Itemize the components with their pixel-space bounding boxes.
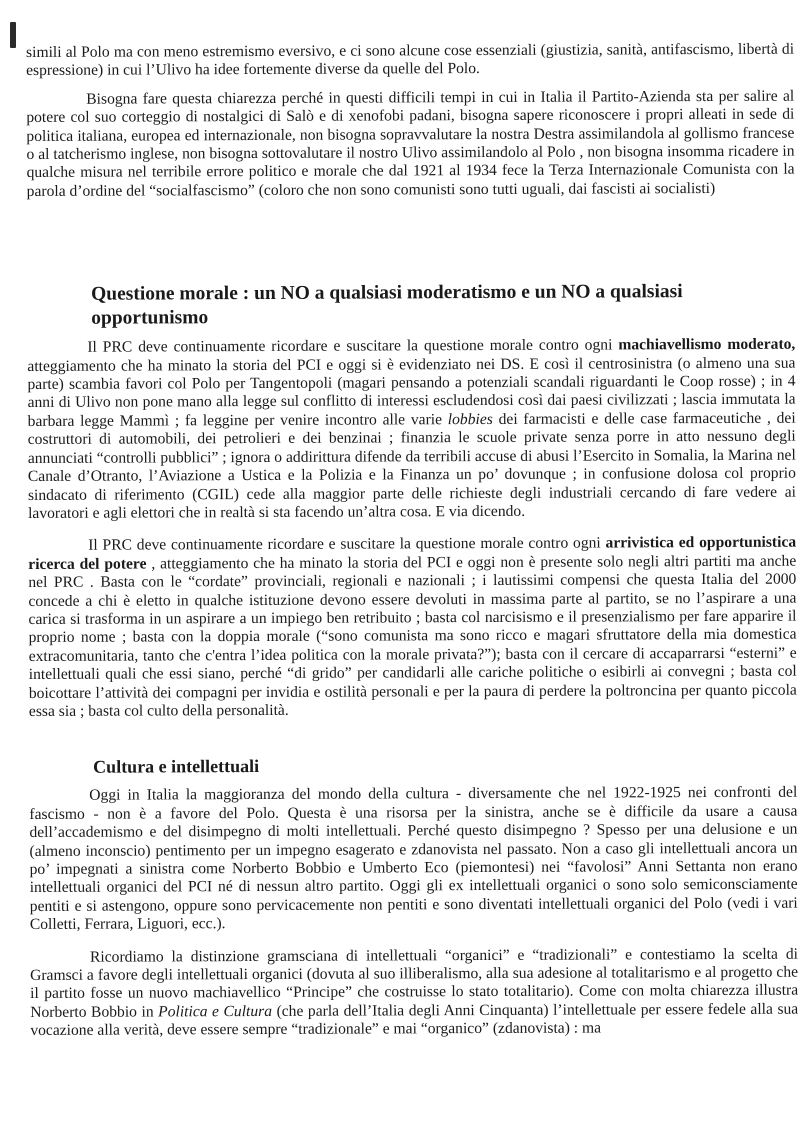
culture-p2-text-a: Ricordiamo la distinzione gramsciana di intellettuali “organici” e “tradizionali” e contestiamo la scelta di Gramsci a favore degli intellettuali organici (dovuta al suo illiberalismo, alla sua adesione al totalitarismo e al progetto che il partito fosse un nuovo machiavellico “Principe” che costruisse lo stato totalitario). Come con molta chiarezza illustra Norberto Bobbio in [30, 945, 799, 1021]
culture-p2-text-b: (che parla dell’Italia degli Anni Cinquanta) l’intellettuale per essere fedele alla sua vocazione alla verità, deve essere sempre “tradizionale” e mai “organico” (zdanovista) : ma [30, 1000, 799, 1040]
section-heading-cultura: Cultura e intellettuali [93, 756, 260, 778]
section-heading-questione-morale: Questione morale : un NO a qualsiasi moderatismo e un NO a qualsiasi opportunismo [91, 281, 683, 329]
culture-paragraph-2 [30, 945, 798, 1040]
page-text-block [26, 41, 798, 1041]
moral-paragraph-2 [28, 534, 797, 721]
moral-p1-text-a: Il PRC deve continuamente ricordare e suscitare la questione morale contro ogni [87, 336, 619, 356]
moral-p2-text-a: Il PRC deve continuamente ricordare e suscitare la questione morale contro ogni [88, 534, 606, 555]
moral-p1-italic: lobbies [447, 410, 493, 429]
chiarezza-paragraph: Bisogna fare questa chiarezza perché in questi difficili tempi in cui in Italia il Partito-Azienda sta per salire al potere col suo corteggio di nostalgici di Salò e di xenofobi padani, bisogna sapere riconoscere i propri alleati in sede di politica italiana, europea ed internazionale, non bisogna sopravvalutare la nostra Destra assimilandola al gollismo francese o al tatcherismo inglese, non bisogna sottovalutare il nostro Ulivo assimilandolo al Polo , non bisogna insomma ricadere in qualche misura nel terribile errore politico e morale che dal 1921 al 1934 fece la Terza Internazionale Comunista con la parola d’ordine del “socialfascismo” (coloro che non sono comunisti sono tutti uguali, dai fascisti ai socialisti) [26, 87, 795, 200]
culture-paragraph-1: Oggi in Italia la maggioranza del mondo della cultura - diversamente che nel 1922-1925 nei confronti del fascismo - non è a favore del Polo. Questa è una risorsa per la sinistra, anche se è difficile da usare a causa dell’accademismo e del disimpegno di molti intellettuali. Perché questo disimpegno ? Spesso per una delusione e un (almeno inconscio) pentimento per un impegno esagerato e zdanovista nel passato. Non a caso gli intellettuali ancora un po’ impegnati a sinistra come Norberto Bobbio e Umberto Eco (piemontesi) nei “favolosi” Anni Settanta non erano intellettuali organici del PCI né di nessun altro partito. Oggi gli ex intellettuali organici o sono solo semiconsciamente pentiti e si astengono, oppure sono pervicacemente non pentiti e sono diventati intellettuali organici del Polo (vedi i vari Colletti, Ferrara, Liguori, ecc.). [29, 784, 798, 934]
moral-p2-bold: arrivistica ed opportunistica ricerca del potere [28, 533, 797, 573]
moral-p2-text-b: , atteggiamento che ha minato la storia del PCI e oggi non è presente solo negli altri partiti ma anche nel PRC . Basta con le “cordate” provinciali, regionali e nazionali ; i lautissimi compensi che questa Italia del 2000 concede a chi è eletto in qualche istituzione devono essere devoluti in massima parte al partito, se no l’aspirare a una carica si trasforma in un aspirare a un impiego ben retribuito ; basta col narcisismo e il presenzialismo per fare apparire il proprio nome ; basta con la doppia morale (“sono comunista ma sono ricco e magari sfruttatore della mia domestica extracomunitaria, tanto che c'entra l’idea politica con la morale privata?”); basta con il cercare di accaparrarsi “esterni” e intellettuali quali che essi siano, perché “di grido” per candidarli alle cariche politiche o esibirli ai convegni ; basta col boicottare l’attività dei compagni per invidia e ostilità personali e per la paura di perdere la poltroncina per quanto piccola essa sia ; basta col culto della personalità. [28, 552, 797, 720]
opening-paragraph: simili al Polo ma con meno estremismo eversivo, e ci sono alcune cose essenziali (giustizia, sanità, antifascismo, libertà di espressione) in cui l’Ulivo ha idee fortemente diverse da quelle del Polo. [26, 40, 795, 80]
moral-p1-text-b: atteggiamento che ha minato la storia del PCI e oggi si è evidenziato nei DS. E così il centrosinistra (o almeno una sua parte) scambia favori col Polo per Tangentopoli (magari pensando a potenziali scandali riguardanti le Coop rosse) ; in 4 anni di Ulivo non pone mano alla legge sul conflitto di interessi escludendosi così dai paesi civilizzati ; lascia immutata la barbara legge Mammì ; fa leggine per venire incontro alle varie [27, 354, 796, 430]
moral-p1-text-c: dei farmacisti e delle case farmaceutiche , dei costruttori di automobili, dei petrolieri e dei benzinai ; finanzia le scuole private senza porre in atto nessuno degli annunciati “controlli pubblici” ; ignora o addirittura difende da terribili accuse di abusi l’Esercito in Somalia, la Marina nel Canale d’Otranto, l’Aviazione a Ustica e la Polizia e la Finanza un po’ dovunque ; in confusione dolosa col proprio sindacato di riferimento (CGIL) cede alla maggior parte delle richieste degli industriali cercando di fare vedere ai lavoratori e agli elettori che in realtà si sta facendo un’altra cosa. E via dicendo. [27, 409, 796, 522]
moral-p1-bold: machiavellismo moderato, [618, 335, 796, 354]
culture-p2-italic: Politica e Cultura [158, 1002, 273, 1021]
moral-paragraph-1 [27, 336, 796, 523]
binding-edge-mark [10, 22, 16, 48]
